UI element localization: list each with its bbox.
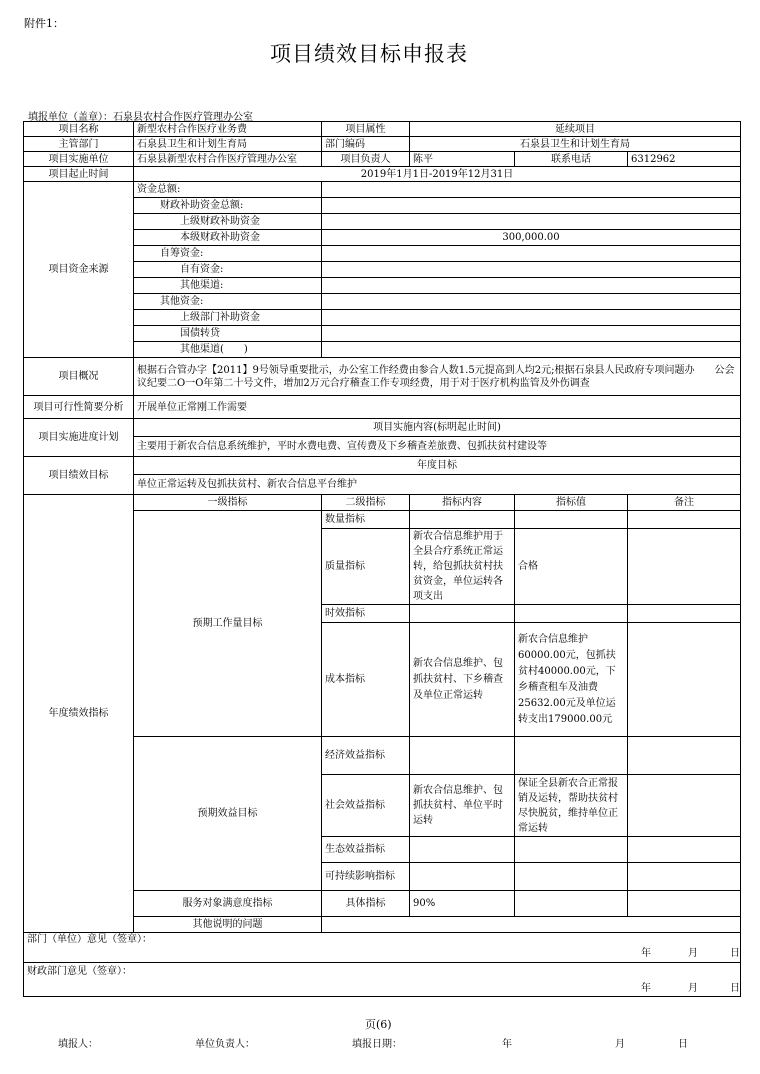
dept-code-value: 石泉县卫生和计划生育局 <box>410 137 741 152</box>
project-name-row <box>24 122 741 137</box>
indicator-note <box>628 891 741 917</box>
fund-item-value <box>322 246 741 262</box>
progress-header-row <box>24 419 741 437</box>
period-value: 2019年1月1日-2019年12月31日 <box>134 167 741 182</box>
effect-target-label: 预期效益目标 <box>134 737 322 891</box>
leader-label: 项目负责人 <box>322 152 410 167</box>
indicator-name: 数量指标 <box>322 511 410 529</box>
project-attr-label: 项目属性 <box>322 122 410 137</box>
phone-value: 6312962 <box>628 152 741 167</box>
feasibility-row <box>24 396 741 419</box>
fund-item-label: 其他渠道: <box>134 278 322 294</box>
indicator-content: 新农合信息维护、包抓扶贫村、单位平时运转 <box>410 775 515 837</box>
indicator-value <box>515 511 628 529</box>
fund-item-label: 财政补助资金总额: <box>134 198 322 214</box>
period-row <box>24 167 741 182</box>
indicator-name: 时效指标 <box>322 605 410 623</box>
goal-header: 年度目标 <box>134 457 741 475</box>
indicator-content: 新农合信息维护、包抓扶贫村、下乡稽查及单位正常运转 <box>410 623 515 737</box>
page-title: 项目绩效目标申报表 <box>270 42 468 66</box>
fund-item-label: 本级财政补助资金 <box>134 230 322 246</box>
indicator-header: 一级指标 <box>134 495 322 511</box>
indicator-content <box>410 737 515 775</box>
work-target-label: 预期工作量目标 <box>134 511 322 737</box>
indicator-name: 可持续影响指标 <box>322 863 410 891</box>
indicator-name: 社会效益指标 <box>322 775 410 837</box>
impl-unit-label: 项目实施单位 <box>24 152 134 167</box>
feasibility-text: 开展单位正常刚工作需要 <box>134 396 741 419</box>
indicator-name: 具体指标 <box>322 891 410 917</box>
indicator-content <box>410 863 515 891</box>
performance-form-table <box>23 121 741 997</box>
indicator-header: 备注 <box>628 495 741 511</box>
unit-label: 填报单位（盖章）： <box>28 112 113 123</box>
footer-year: 年 <box>502 1039 512 1050</box>
footer <box>0 1035 760 1051</box>
fund-item-value <box>322 326 741 342</box>
indicator-header: 二级指标 <box>322 495 410 511</box>
indicator-header: 指标值 <box>515 495 628 511</box>
date-year: 年 <box>641 983 651 994</box>
progress-label: 项目实施进度计划 <box>24 419 134 457</box>
indicators-label: 年度绩效指标 <box>24 495 134 933</box>
progress-text: 主要用于新农合信息系统维护，平时水费电费、宣传费及下乡稽查差旅费、包抓扶贫村建设等 <box>134 437 741 457</box>
fund-item-value <box>322 310 741 326</box>
dept-opinion-label: 部门（单位）意见（签章）： <box>27 934 152 945</box>
fund-item-value <box>322 342 741 358</box>
fund-item-value <box>322 278 741 294</box>
fund-item-label: 上级财政补助资金 <box>134 214 322 230</box>
date-year: 年 <box>641 948 651 959</box>
page-number: 页(6) <box>365 1018 392 1031</box>
footer-day: 日 <box>678 1039 688 1050</box>
fund-item-label: 其他资金: <box>134 294 322 310</box>
indicator-note <box>628 511 741 529</box>
impl-unit-value: 石泉县新型农村合作医疗管理办公室 <box>134 152 322 167</box>
goal-text: 单位正常运转及包抓扶贫村、新农合信息平台维护 <box>134 475 741 495</box>
fund-item-value <box>322 198 741 214</box>
indicator-value <box>515 737 628 775</box>
fund-row <box>24 182 741 198</box>
indicator-content <box>410 605 515 623</box>
fund-item-label: 国债转贷 <box>134 326 322 342</box>
dept-value: 石泉县卫生和计划生育局 <box>134 137 322 152</box>
indicator-note <box>628 623 741 737</box>
footer-month: 月 <box>615 1039 625 1050</box>
indicator-value: 新农合信息维护60000.00元，包抓扶贫村40000.00元，下乡稽查租车及油费25632.00元及单位运转支出179000.00元 <box>515 623 628 737</box>
attachment-label: 附件1： <box>24 17 64 30</box>
dept-row <box>24 137 741 152</box>
indicator-value: 合格 <box>515 529 628 605</box>
other-issues-label: 其他说明的问题 <box>134 917 322 933</box>
indicator-value <box>515 891 628 917</box>
fund-item-value <box>322 294 741 310</box>
dept-opinion-cell <box>24 933 741 963</box>
finance-opinion-label: 财政部门意见（签章）： <box>27 966 132 977</box>
indicator-name: 经济效益指标 <box>322 737 410 775</box>
overview-row <box>24 358 741 396</box>
indicator-header-row <box>24 495 741 511</box>
dept-code-label: 部门编码 <box>322 137 410 152</box>
progress-header: 项目实施内容(标明起止时间) <box>134 419 741 437</box>
finance-opinion-row <box>24 963 741 997</box>
footer-filler: 填报人： <box>58 1039 98 1050</box>
indicator-name: 生态效益指标 <box>322 837 410 863</box>
indicator-value <box>515 837 628 863</box>
indicator-name: 成本指标 <box>322 623 410 737</box>
unit-value: 石泉县农村合作医疗管理办公室 <box>113 112 253 123</box>
indicator-content: 90% <box>410 891 515 917</box>
leader-value: 陈平 <box>410 152 515 167</box>
feasibility-label: 项目可行性简要分析 <box>24 396 134 419</box>
finance-opinion-cell <box>24 963 741 997</box>
indicator-header: 指标内容 <box>410 495 515 511</box>
indicator-note <box>628 775 741 837</box>
dept-opinion-row <box>24 933 741 963</box>
satisfaction-label: 服务对象满意度指标 <box>134 891 322 917</box>
date-day: 日 <box>730 948 740 959</box>
indicator-value <box>515 863 628 891</box>
project-name-value: 新型农村合作医疗业务费 <box>134 122 322 137</box>
fund-item-value: 300,000.00 <box>322 230 741 246</box>
overview-text: 根据石合管办字【2011】9号领导重要批示，办公室工作经费由参合人数1.5元提高到人均2元;根据石泉县人民政府专项问题办 公会议纪要二О一О年第二十号文件，增加2万元合疗稽查工作专项经费，用于对于医疗机构监管及外伤调查 <box>134 358 741 396</box>
fund-item-label: 其他渠道( ) <box>134 342 322 358</box>
indicator-note <box>628 737 741 775</box>
project-name-label: 项目名称 <box>24 122 134 137</box>
date-month: 月 <box>688 983 698 994</box>
indicator-content <box>410 511 515 529</box>
indicator-name: 质量指标 <box>322 529 410 605</box>
fund-item-value <box>322 182 741 198</box>
footer-fill-date: 填报日期： <box>352 1039 402 1050</box>
goal-header-row <box>24 457 741 475</box>
goal-label: 项目绩效目标 <box>24 457 134 495</box>
fund-item-label: 上级部门补助资金 <box>134 310 322 326</box>
indicator-value: 保证全县新农合正常报销及运转，帮助扶贫村尽快脱贫，维持单位正常运转 <box>515 775 628 837</box>
indicator-note <box>628 605 741 623</box>
indicator-content <box>410 837 515 863</box>
indicator-note <box>628 529 741 605</box>
fund-item-label: 自筹资金: <box>134 246 322 262</box>
indicator-value <box>515 605 628 623</box>
footer-unit-leader: 单位负责人： <box>195 1039 255 1050</box>
dept-label: 主管部门 <box>24 137 134 152</box>
project-attr-value: 延续项目 <box>410 122 741 137</box>
other-issues-value <box>322 917 741 933</box>
date-day: 日 <box>730 983 740 994</box>
fund-item-label: 自有资金: <box>134 262 322 278</box>
phone-label: 联系电话 <box>515 152 628 167</box>
funds-label: 项目资金来源 <box>24 182 134 358</box>
period-label: 项目起止时间 <box>24 167 134 182</box>
indicator-note <box>628 837 741 863</box>
indicator-content: 新农合信息维护用于全县合疗系统正常运转，给包抓扶贫村扶贫资金，单位运转各项支出 <box>410 529 515 605</box>
date-month: 月 <box>688 948 698 959</box>
fund-item-label: 资金总额: <box>134 182 322 198</box>
fund-item-value <box>322 214 741 230</box>
overview-label: 项目概况 <box>24 358 134 396</box>
fund-item-value <box>322 262 741 278</box>
impl-unit-row <box>24 152 741 167</box>
indicator-note <box>628 863 741 891</box>
